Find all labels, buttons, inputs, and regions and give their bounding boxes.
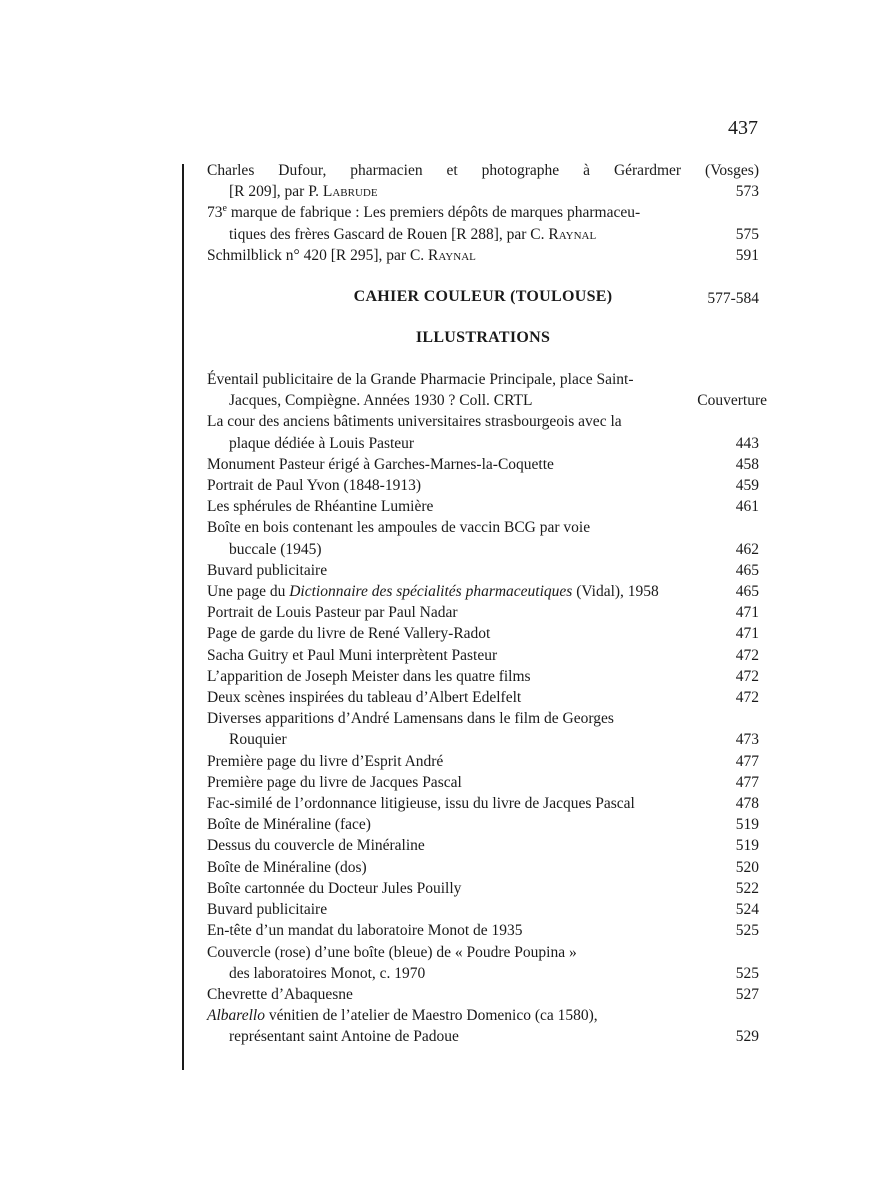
entry-line <box>207 202 759 223</box>
page-ref: 520 <box>735 858 759 876</box>
entry-text-prefix: Une page du <box>207 583 290 601</box>
page-ref: 471 <box>735 625 759 643</box>
entry-text: Première page du livre d’Esprit André <box>207 752 444 770</box>
entry-text: Boîte de Minéraline (dos) <box>207 858 367 876</box>
page-ref: 462 <box>735 540 759 558</box>
entry-line <box>207 1026 759 1047</box>
entry-line <box>207 560 759 581</box>
illustration-entry <box>207 475 759 496</box>
entry-text: Diverses apparitions d’André Lamensans dans le film de Georges <box>207 710 614 728</box>
entry-text: Dessus du couvercle de Minéraline <box>207 837 425 855</box>
toc-entry <box>207 202 759 244</box>
illustration-entry <box>207 1005 759 1047</box>
page-ref: 573 <box>735 183 759 201</box>
page-ref: 459 <box>735 477 759 495</box>
entry-text-suffix: vénitien de l’atelier de Maestro Domenico (ca 1580), <box>264 1007 598 1025</box>
entry-text: Éventail publicitaire de la Grande Pharmacie Principale, place Saint- <box>207 371 634 389</box>
entry-line <box>207 475 759 496</box>
entry-text: Les sphérules de Rhéantine Lumière <box>207 498 434 516</box>
entry-line <box>207 602 759 623</box>
entry-text: Fac-similé de l’ordonnance litigieuse, issu du livre de Jacques Pascal <box>207 795 635 813</box>
entry-text <box>229 181 378 202</box>
page-ref: 477 <box>735 752 759 770</box>
entry-text <box>207 245 476 266</box>
entry-line <box>207 454 759 475</box>
entry-line <box>207 645 759 666</box>
illustration-entry <box>207 517 759 559</box>
entry-line <box>207 857 759 878</box>
illustration-entry <box>207 581 759 602</box>
illustration-entry <box>207 666 759 687</box>
illustration-entry <box>207 857 759 878</box>
page-ref: 473 <box>735 731 759 749</box>
entry-text-suffix: (Vidal), 1958 <box>572 583 659 601</box>
entry-text <box>207 581 659 602</box>
entry-text: Boîte de Minéraline (face) <box>207 816 371 834</box>
italic-title: Dictionnaire des spécialités pharmaceutiques <box>289 583 573 601</box>
entry-line <box>207 224 759 245</box>
entry-line <box>207 793 759 814</box>
illustration-entry <box>207 793 759 814</box>
page-ref: 471 <box>735 604 759 622</box>
entry-text: Portrait de Louis Pasteur par Paul Nadar <box>207 604 458 622</box>
entry-line <box>207 814 759 835</box>
entry-line <box>207 539 759 560</box>
toc-entry <box>207 160 759 202</box>
page-ref: 519 <box>735 816 759 834</box>
page-ref: 525 <box>735 922 759 940</box>
entry-text-rest: marque de fabrique : Les premiers dépôts de marques pharmaceu- <box>226 204 641 222</box>
entry-line <box>207 666 759 687</box>
entry-text: 73e marque de fabrique : Les premiers dépôts de marques pharmaceu- <box>207 203 641 222</box>
toc-entry <box>207 245 759 266</box>
entry-text: Deux scènes inspirées du tableau d’Albert Edelfelt <box>207 689 522 707</box>
illustration-entry <box>207 942 759 984</box>
entry-text <box>229 224 596 245</box>
page-ref: Couverture <box>697 392 767 410</box>
illustrations-heading: ILLUSTRATIONS <box>415 329 551 347</box>
entry-line <box>207 581 759 602</box>
entry-text: représentant saint Antoine de Padoue <box>229 1028 459 1046</box>
entry-line <box>207 984 759 1005</box>
illustration-entry <box>207 899 759 920</box>
entry-line <box>207 411 759 432</box>
illustration-entry <box>207 560 759 581</box>
page-ref: 577-584 <box>707 290 759 308</box>
page-number: 437 <box>728 117 758 139</box>
illustration-entry <box>207 411 759 453</box>
cahier-couleur-row <box>207 286 759 307</box>
entry-text-prefix: tiques des frères Gascard de Rouen [R 288], par C. <box>229 225 549 243</box>
page-ref: 472 <box>735 646 759 664</box>
entry-line <box>207 942 759 963</box>
illustration-entry <box>207 751 759 772</box>
entry-text: Buvard publicitaire <box>207 901 328 919</box>
illustrations-list <box>207 369 767 1048</box>
entry-text: Rouquier <box>229 731 287 749</box>
entry-text: Couvercle (rose) d’une boîte (bleue) de « Poudre Poupina » <box>207 943 577 961</box>
entry-text: Monument Pasteur érigé à Garches-Marnes-la-Coquette <box>207 455 554 473</box>
page-ref: 591 <box>735 246 759 264</box>
entry-text: Sacha Guitry et Paul Muni interprètent Pasteur <box>207 646 498 664</box>
entry-text: buccale (1945) <box>229 540 322 558</box>
entry-line <box>207 181 759 202</box>
entry-text: Charles Dufour, pharmacien et photographe à Gérardmer (Vosges) <box>207 162 759 179</box>
entry-line <box>207 517 759 538</box>
page-ref: 522 <box>735 879 759 897</box>
entry-text-prefix: [R 209], par P. <box>229 183 323 201</box>
illustration-entry <box>207 708 759 750</box>
illustration-entry <box>207 835 759 856</box>
entry-line <box>207 878 759 899</box>
entry-line <box>207 729 759 750</box>
illustration-entry <box>207 369 767 411</box>
entry-line <box>207 1005 759 1026</box>
illustration-entry <box>207 623 759 644</box>
entry-line <box>207 496 759 517</box>
page-ref: 472 <box>735 667 759 685</box>
page-ref: 465 <box>735 561 759 579</box>
entry-text: Chevrette d’Abaquesne <box>207 985 353 1003</box>
page-ref: 529 <box>735 1028 759 1046</box>
entry-line <box>207 687 759 708</box>
entry-text: Boîte en bois contenant les ampoules de vaccin BCG par voie <box>207 519 591 537</box>
entry-text-prefix: Schmilblick n° 420 [R 295], par C. <box>207 246 429 264</box>
illustration-entry <box>207 920 759 941</box>
entry-line <box>207 963 759 984</box>
entry-line <box>207 772 759 793</box>
entry-text: plaque dédiée à Louis Pasteur <box>229 434 415 452</box>
entry-text: En-tête d’un mandat du laboratoire Monot de 1935 <box>207 922 523 940</box>
entry-text: L’apparition de Joseph Meister dans les quatre films <box>207 667 531 685</box>
page-ref: 519 <box>735 837 759 855</box>
table-of-contents <box>207 160 767 1048</box>
entry-line <box>207 835 759 856</box>
entry-line <box>207 899 759 920</box>
entry-line <box>207 920 759 941</box>
author-name: Raynal <box>428 246 476 264</box>
illustration-entry <box>207 454 759 475</box>
entry-line <box>207 160 759 181</box>
entry-line <box>207 751 759 772</box>
entry-text: Portrait de Paul Yvon (1848-1913) <box>207 477 421 495</box>
entry-line <box>207 708 759 729</box>
page-ref: 525 <box>735 964 759 982</box>
illustration-entry <box>207 878 759 899</box>
illustration-entry <box>207 687 759 708</box>
illustration-entry <box>207 814 759 835</box>
entry-text: des laboratoires Monot, c. 1970 <box>229 964 426 982</box>
page-ref: 465 <box>735 583 759 601</box>
margin-rule <box>182 164 184 1070</box>
entry-line <box>207 369 759 390</box>
illustration-entry <box>207 984 759 1005</box>
italic-title: Albarello <box>207 1007 265 1025</box>
entry-text: Buvard publicitaire <box>207 561 328 579</box>
page-ref: 461 <box>735 498 759 516</box>
entry-line <box>207 433 759 454</box>
page-ref: 478 <box>735 795 759 813</box>
illustration-entry <box>207 496 759 517</box>
entry-text: Jacques, Compiègne. Années 1930 ? Coll. CRTL <box>229 392 533 410</box>
entry-text: Boîte cartonnée du Docteur Jules Pouilly <box>207 879 462 897</box>
page-ref: 527 <box>735 985 759 1003</box>
author-name: Raynal <box>548 225 597 243</box>
author-name: Labrude <box>322 183 378 201</box>
page-ref: 575 <box>735 225 759 243</box>
illustration-entry <box>207 645 759 666</box>
page-ref: 458 <box>735 455 759 473</box>
entry-text: Première page du livre de Jacques Pascal <box>207 773 462 791</box>
page-ref: 443 <box>735 434 759 452</box>
entry-line <box>207 623 759 644</box>
entry-line <box>207 245 759 266</box>
illustration-entry <box>207 602 759 623</box>
section-title: CAHIER COULEUR (TOULOUSE) <box>353 288 613 306</box>
entry-text <box>207 1005 598 1026</box>
entry-text: La cour des anciens bâtiments universitaires strasbourgeois avec la <box>207 413 622 431</box>
illustration-entry <box>207 772 759 793</box>
page-ref: 524 <box>735 901 759 919</box>
page-ref: 472 <box>735 689 759 707</box>
page-ref: 477 <box>735 773 759 791</box>
entry-line <box>207 390 767 411</box>
entry-text: Page de garde du livre de René Vallery-Radot <box>207 625 491 643</box>
